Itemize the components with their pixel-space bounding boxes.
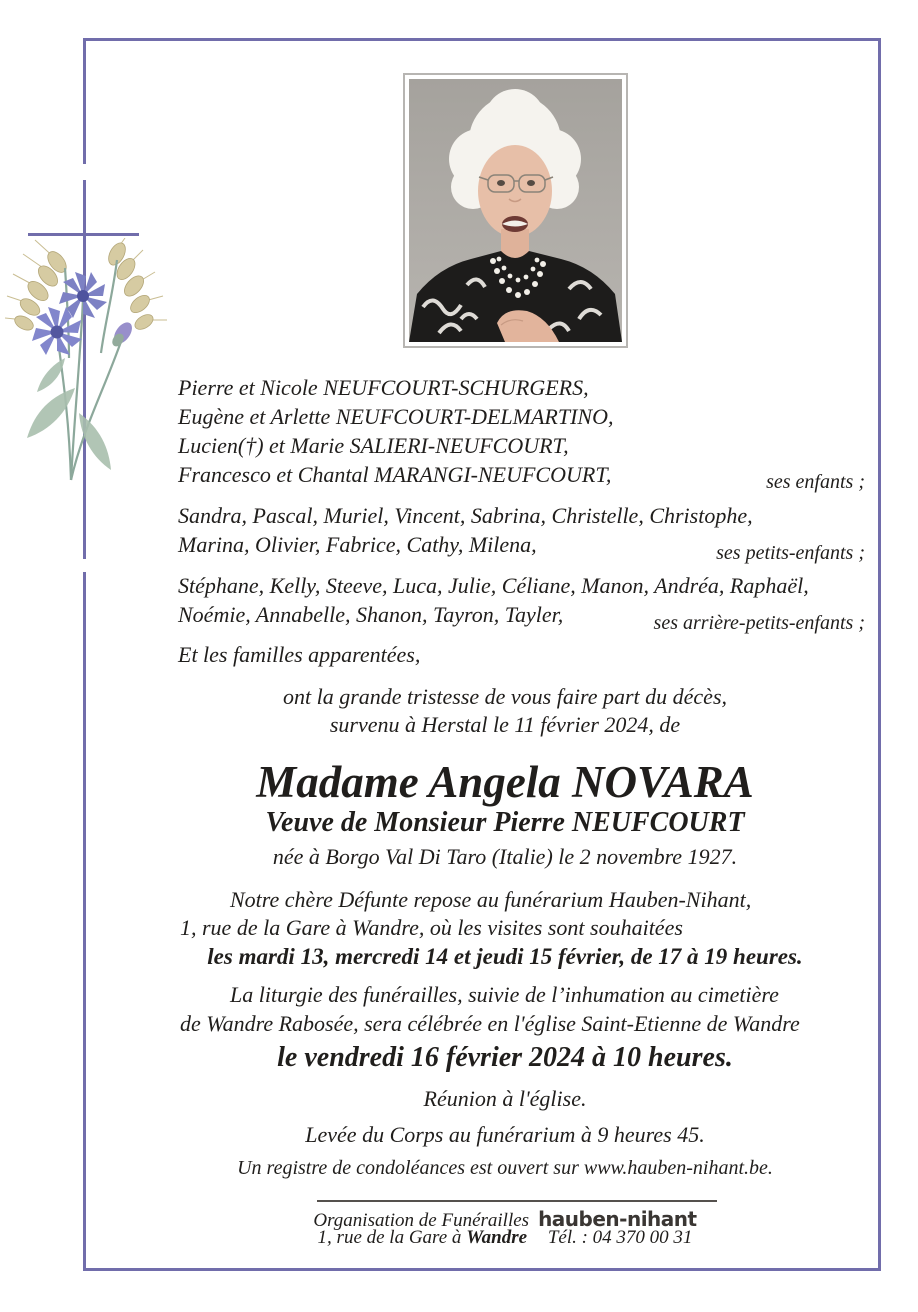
funeral-line: La liturgie des funérailles, suivie de l’inhumation au cimetière [230,982,779,1007]
funeral-home-prefix: Organisation de Funérailles [313,1210,530,1231]
grandchildren-line: Marina, Olivier, Fabrice, Cathy, Milena, [178,532,537,557]
children-line: Francesco et Chantal MARANGI-NEUFCOURT, [178,462,612,487]
cornflower-blossoms [32,272,107,355]
portrait-photo [403,73,628,348]
children-line: Lucien(†) et Marie SALIERI-NEUFCOURT, [178,433,569,458]
cross-icon [28,233,139,236]
visitation-schedule: les mardi 13, mercredi 14 et jeudi 15 février, de 17 à 19 heures. [207,944,803,969]
great-grandchildren-qualifier: ses arrière-petits-enfants ; [653,612,865,634]
frame-bottom-line [83,1268,881,1271]
body-removal-line: Levée du Corps au funérarium à 9 heures 45. [305,1122,705,1147]
address-city: Wandre [466,1227,528,1248]
visitation-line: Notre chère Défunte repose au funérarium Hauben-Nihant, [230,887,752,912]
children-qualifier: ses enfants ; [766,471,865,493]
funeral-home-address [100,1227,910,1249]
funeral-home-logo: hauben-nihant [538,1207,697,1231]
phone-number: Tél. : 04 370 00 31 [547,1227,693,1248]
frame-top-line [83,38,881,41]
children-line: Pierre et Nicole NEUFCOURT-SCHURGERS, [178,375,589,400]
children-line: Eugène et Arlette NEUFCOURT-DELMARTINO, [178,404,614,429]
condolence-register-line: Un registre de condoléances est ouvert sur www.hauben-nihant.be. [237,1157,773,1179]
related-families-line: Et les familles apparentées, [178,642,421,667]
footer-divider [317,1200,717,1202]
funeral-line: de Wandre Rabosée, sera célébrée en l'église Saint-Etienne de Wandre [180,1011,800,1036]
widow-line: Veuve de Monsieur Pierre NEUFCOURT [265,807,745,838]
address-prefix: 1, rue de la Gare à [317,1227,462,1248]
birth-line: née à Borgo Val Di Taro (Italie) le 2 novembre 1927. [272,844,738,869]
frame-left-line-gap-top [82,164,88,180]
funeral-date: le vendredi 16 février 2024 à 10 heures. [277,1042,733,1073]
visitation-line: 1, rue de la Gare à Wandre, où les visites sont souhaitées [180,915,683,940]
frame-left-line-gap-mid [82,559,88,572]
portrait-image [409,79,622,342]
deceased-name: Madame Angela NOVARA [256,757,754,807]
great-grandchildren-line: Stéphane, Kelly, Steeve, Luca, Julie, Céliane, Manon, Andréa, Raphaël, [178,573,809,598]
announcement-line: survenu à Herstal le 11 février 2024, de [329,712,681,737]
grandchildren-line: Sandra, Pascal, Muriel, Vincent, Sabrina, Christelle, Christophe, [178,503,753,528]
cornflowers-wheat-illustration [5,238,175,483]
great-grandchildren-line: Noémie, Annabelle, Shanon, Tayron, Tayler, [178,602,564,627]
frame-left-line [83,38,86,1271]
announcement-line: ont la grande tristesse de vous faire part du décès, [282,684,728,709]
grandchildren-qualifier: ses petits-enfants ; [716,542,865,564]
cornflower-bud [110,319,136,348]
meeting-line: Réunion à l'église. [423,1086,587,1111]
